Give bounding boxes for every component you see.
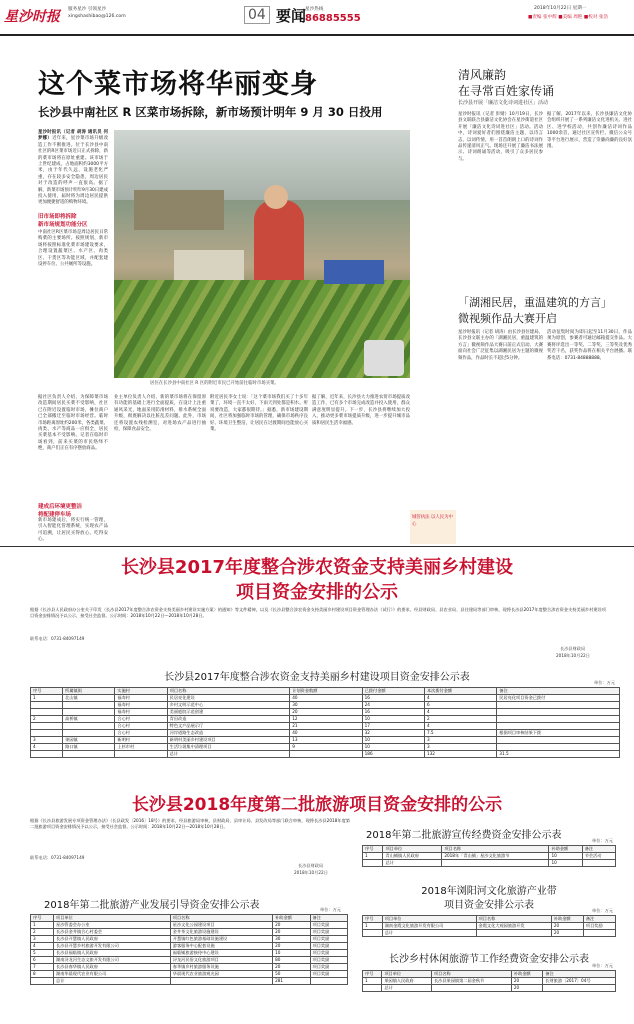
table-cell xyxy=(31,702,63,709)
t4-table xyxy=(362,970,616,992)
table-cell: 总计 xyxy=(383,860,442,867)
table-row xyxy=(31,723,620,730)
right-body3: 星沙时报讯（记者 胡涛）由长沙县住建局、长沙县文联主办的「湖湘民居，重温建筑的方言」微视频作品大赛日前正式启动。大赛面向社会广泛征集以湖湘民居为主题的微视频作品，作品时长不超过5分钟。 xyxy=(458,330,543,361)
t1-title: 2018年第二批旅游产业发展引导资金安排公示表 xyxy=(44,900,260,911)
table-cell: 31.5 xyxy=(497,751,620,758)
table-cell: 新明村 xyxy=(115,737,167,744)
table-cell xyxy=(583,930,615,937)
lead-col1b: 中南社区R区菜市场是周边居民日常购菜的主要场所。按照规划，新市场将按照标准化菜市场建设要求，合理设置蔬菜区、水产区、肉类区、干货区等功能区域，并配套建设停车位、公共厕所等设施。 xyxy=(38,230,108,268)
table-cell xyxy=(63,730,115,737)
table-cell: 根据项目审核结果下拨 xyxy=(497,730,620,737)
table-cell: 游客服务中心配套设施 xyxy=(170,943,272,950)
table-cell: 项目奖励 xyxy=(310,964,347,971)
right-title2: 「湖湘民居，重温建筑的方言」 xyxy=(458,296,612,309)
lead-subhead-1b: 新市场规划功能分区 xyxy=(38,222,88,228)
table-cell: 路口镇 xyxy=(63,744,115,751)
table-header-cell: 补助金额 xyxy=(549,846,582,853)
t4-wrap xyxy=(362,970,616,992)
table-row xyxy=(31,695,620,702)
table-cell: 1 xyxy=(31,695,63,702)
lead-col1-text: 近年来，星沙菜市场升级改造工作不断推进。位于长沙县中南社区的R区菜市场近日正式拆除，新的菜市场将在原址重建。该市场于上世纪建成，占地面积约3000平方米，由于年代久远，设施老化严重，存在较多安全隐患，周边居民对于改造的呼声一直很高。据了解，新菜市场预计明年9月30日建成投入使用，届时将为周边居民提供更加便捷舒适的购物环境。 xyxy=(38,136,108,206)
table-cell: 项目奖励 xyxy=(310,936,347,943)
t3-title1: 2018年浏阳河文化旅游产业带 xyxy=(421,886,557,897)
table-cell: 长财旅游〔2017〕04号 xyxy=(543,978,616,985)
table-cell: 2 xyxy=(31,716,63,723)
table-cell: 16 xyxy=(362,709,424,716)
table-cell xyxy=(31,751,63,758)
table-cell: 40 xyxy=(290,695,362,702)
table-cell: 生活垃圾集中清理项目 xyxy=(167,744,290,751)
table-cell: 福寿村 xyxy=(115,695,167,702)
table-row xyxy=(363,923,616,930)
table-cell: 20 xyxy=(511,978,542,985)
table-cell: 星沙文化公园建设项目 xyxy=(170,922,272,929)
table-cell: 10 xyxy=(273,950,310,957)
table-cell: 4 xyxy=(31,943,54,950)
table-cell: 3 xyxy=(424,737,496,744)
table-cell xyxy=(442,860,549,867)
notice2-body: 根据《长沙县旅游发展专项资金管理办法》（长县政发〔2016〕18号）的要求，经县旅游局审核，县财政局、县审计局、县发改局等部门联合审核，现将长沙县2018年度第二批旅游项目资金安排情况予以公示，接受社会监督。公示时间：2018年10月22日—2018年10月28日。 xyxy=(30,818,350,829)
table-row xyxy=(31,709,620,716)
table-cell xyxy=(582,860,615,867)
table-header-cell: 项目名称 xyxy=(476,916,551,923)
table-cell: 民居亮化建设 xyxy=(167,695,290,702)
notice1-phone: 联系电话：0731-84097149 xyxy=(30,636,85,641)
table-cell xyxy=(497,744,620,751)
table-cell xyxy=(170,978,272,985)
table-row xyxy=(31,943,348,950)
table-cell: 50 xyxy=(273,971,310,978)
table-cell: 华晨现代农业旅游观光园 xyxy=(170,971,272,978)
right-subtitle2: 微视频作品大赛开启 xyxy=(458,312,557,325)
notice1-title2: 项目资金安排的公示 xyxy=(236,582,398,603)
table-row xyxy=(31,971,348,978)
table-cell: 果园镇 xyxy=(63,737,115,744)
table-cell: 3 xyxy=(31,936,54,943)
table-cell: 湖南浔龙河生态文旅开发有限公司 xyxy=(54,957,171,964)
table-header-row xyxy=(31,915,348,922)
table-cell: 项目奖励 xyxy=(310,950,347,957)
table-cell xyxy=(31,730,63,737)
table-cell: 金霞文化大观园旅游开发 xyxy=(476,923,551,930)
table-cell: 10 xyxy=(362,716,424,723)
table-header-cell: 项目单位 xyxy=(382,971,432,978)
ad-text: 城管执法 以人民为中心 xyxy=(412,515,453,527)
table-row xyxy=(31,716,620,723)
t2-unit: 单位：万元 xyxy=(592,838,613,843)
table-cell: 10 xyxy=(549,853,582,860)
table-cell: 10 xyxy=(549,860,582,867)
table-cell: 特色文产品展示厅 xyxy=(167,723,290,730)
table-cell: 12 xyxy=(290,716,362,723)
table-cell: 长沙县果园镇第二届金秋节 xyxy=(431,978,511,985)
table-cell: 春华镇乡村旅游服务设施 xyxy=(170,964,272,971)
table-cell: 青田改造 xyxy=(167,716,290,723)
table-row xyxy=(363,853,616,860)
table-cell: 项目奖励 xyxy=(310,929,347,936)
table-header-cell: 项目单位 xyxy=(54,915,171,922)
table-cell: 长沙县福临镇人民政府 xyxy=(54,950,171,957)
masthead xyxy=(0,0,634,36)
table-cell: 1 xyxy=(363,923,383,930)
table-header-cell: 补助金额 xyxy=(511,971,542,978)
notice2-sign2: 2018年10月22日 xyxy=(294,870,328,875)
table-cell: 9 xyxy=(290,744,362,751)
table-cell: 北山镇 xyxy=(63,695,115,702)
table-cell: 福寿村 xyxy=(115,702,167,709)
table-header-row xyxy=(363,916,616,923)
table-cell: 4 xyxy=(424,709,496,716)
table-cell xyxy=(363,930,383,937)
table-cell: 总计 xyxy=(382,930,476,937)
table-cell: 6 xyxy=(424,702,496,709)
table-row xyxy=(31,744,620,751)
t1-unit: 单位：万元 xyxy=(320,907,341,912)
table-header-cell: 序号 xyxy=(363,971,382,978)
table-cell: 5 xyxy=(31,950,54,957)
t4-unit: 单位：万元 xyxy=(592,963,613,968)
right-body2: 据了解，2017年以来，长沙县廉洁文化协会组织开展了一系列廉洁文化进机关、进社区、进学校活动，共创作廉洁诗词作品1000余首，通过社区宣传栏、微信公众号等平台进行展示，营造了崇廉尚廉的良好氛围。 xyxy=(547,112,632,150)
table-cell: 17 xyxy=(362,723,424,730)
table-cell: 186 xyxy=(362,751,424,758)
table-cell xyxy=(115,751,167,758)
table-cell: 果园镇人民政府 xyxy=(382,978,432,985)
lead-headline: 这个菜市场将华丽变身 xyxy=(38,69,318,100)
table-header-cell: 备注 xyxy=(583,916,615,923)
page-number: 04 xyxy=(244,6,270,24)
table-cell: 2 xyxy=(31,929,54,936)
t2-wrap xyxy=(362,845,616,867)
table-cell: 20 xyxy=(273,922,310,929)
table-cell: 金井茶文化旅游设施建设 xyxy=(170,929,272,936)
table-row xyxy=(31,936,348,943)
t2-title: 2018年第二批旅游宣传经费资金安排公示表 xyxy=(366,830,562,841)
table-cell: 4 xyxy=(424,695,496,702)
table-cell: 7.5 xyxy=(424,730,496,737)
t3-table xyxy=(362,915,616,937)
table-cell xyxy=(63,702,115,709)
table-cell: 项目奖励 xyxy=(310,957,347,964)
table-row xyxy=(31,957,348,964)
table-cell: 合心村 xyxy=(115,716,167,723)
table-cell: 8 xyxy=(31,971,54,978)
table-cell: 3 xyxy=(424,744,496,751)
table-cell: 长沙县金井镇合心村委会 xyxy=(54,929,171,936)
t1-wrap xyxy=(30,914,348,985)
t1-table xyxy=(30,914,348,985)
table-row xyxy=(31,730,620,737)
market-photo xyxy=(114,130,410,378)
table-cell xyxy=(63,709,115,716)
photo-caption: 居住在长沙县中南社区 R 区的附近市民已开始前往临时市场买菜。 xyxy=(150,381,279,386)
table-cell: 项目奖励 xyxy=(310,943,347,950)
notice2-title: 长沙县2018年度第二批旅游项目资金安排的公示 xyxy=(131,795,503,815)
table-cell: 10 xyxy=(362,737,424,744)
table-row xyxy=(31,922,348,929)
table-cell: 20 xyxy=(273,929,310,936)
ad-banner xyxy=(410,510,456,544)
lead-col3: 业主单位负责人介绍，新的菜市场将在保留原有功能的基础上进行全面提质，在设计上注重通风采光，地面采用防滑材料，排水系统全面升级，彻底解决以往脏乱差问题。此外，市场还将设置农残检测室，对进场农产品进行抽检，保障食品安全。 xyxy=(114,395,206,433)
right-body1: 星沙时报讯（记者 彭婧）10月19日，长沙县文联联合县廉洁文化协会在星沙街道社区开展「廉洁文化诗词进社区」活动。活动中，诗词爱好者们围绕廉洁主题，以诗言志，以词传情，用一首首朗朗上口的诗词作品传递清风正气。现场还开展了廉洁书法展示、诗词朗诵等活动，吸引了众多居民参与。 xyxy=(458,112,543,162)
lead-subhead-1: 旧市场即将拆除 xyxy=(38,214,77,220)
table-cell xyxy=(63,723,115,730)
table-header-cell: 备注 xyxy=(497,688,620,695)
table-cell xyxy=(543,985,616,992)
notice1-table xyxy=(30,687,620,758)
section-name: 要闻 xyxy=(276,7,307,25)
table-cell xyxy=(497,709,620,716)
table-cell: 20 xyxy=(273,964,310,971)
right-subtitle: 长沙县开展「廉洁文化诗词进社区」活动 xyxy=(458,100,549,106)
table-header-cell: 项目名称 xyxy=(431,971,511,978)
table-row xyxy=(363,860,616,867)
table-row xyxy=(31,964,348,971)
table-cell: 青山铺镇人民政府 xyxy=(383,853,442,860)
table-cell: 1 xyxy=(31,922,54,929)
t3-unit: 单位：万元 xyxy=(592,908,613,913)
lead-col5: 据了解，近年来，长沙县大力推进农贸市场提质改造工作，已有多个市场完成改造并投入使用，群众满意度明显提升。下一步，长沙县将继续加大投入，推动更多菜市场提质升级，进一步提升城市品质和居民生活幸福感。 xyxy=(312,395,410,426)
table-row xyxy=(363,985,616,992)
t3-wrap xyxy=(362,915,616,937)
table-cell: 80 xyxy=(273,957,310,964)
table-cell: 长沙县开慧镇人民政府 xyxy=(54,936,171,943)
table-cell: 高桥镇 xyxy=(63,716,115,723)
table-header-cell: 序号 xyxy=(31,688,63,695)
lead-subhead: 长沙县中南社区 R 区菜市场拆除，新市场预计明年 9 月 30 日投用 xyxy=(38,105,383,119)
notice1-body: 根据《长沙县人民政府办公室关于印发〈长沙县2017年度整合涉农资金支持美丽乡村建设实施方案〉的通知》等文件精神，以及《长沙县整合涉农资金支持美丽乡村建设项目资金管理办法（试行）》的要求，经县财政局、县农业局、县住建局等部门审核，现将长沙县2017年度整合涉农资金支持美丽乡村建设项目资金安排情况予以公示，接受社会监督。公示时间：2018年10月22日—2018年10月28日。 xyxy=(30,607,606,618)
table-header-cell: 项目单位 xyxy=(382,916,476,923)
table-header-cell: 补助金额 xyxy=(551,916,583,923)
table-cell: 总计 xyxy=(54,978,171,985)
notice2-phone: 联系电话：0731-84097149 xyxy=(30,855,85,860)
notice1-sign1: 长沙县财政局 xyxy=(560,646,586,651)
table-cell: 40 xyxy=(290,730,362,737)
table-row xyxy=(363,930,616,937)
table-header-row xyxy=(363,971,616,978)
table-row xyxy=(31,950,348,957)
right-title: 在寻常百姓家传诵 xyxy=(458,84,555,98)
table-cell: 21 xyxy=(290,723,362,730)
table-cell: 项目奖励 xyxy=(310,971,347,978)
table-cell: 1 xyxy=(363,853,383,860)
table-cell: 湖南华晨现代农业有限公司 xyxy=(54,971,171,978)
table-cell: 美丽庭院示范创建 xyxy=(167,709,290,716)
table-cell: 民居亮化项目资金已拨付 xyxy=(497,695,620,702)
editor-notes: ■责编 张中辉 ■美编 周艳 ■校对 张浩 xyxy=(528,15,609,20)
table-header-cell: 本次拨付金额 xyxy=(424,688,496,695)
table-header-cell: 序号 xyxy=(363,846,383,853)
table-cell: 开慧镇红色旅游基础设施建设 xyxy=(170,936,272,943)
table-header-cell: 计划资金数额 xyxy=(290,688,362,695)
lead-subhead-2b: 将配建停车场 xyxy=(38,512,72,518)
table-cell xyxy=(31,723,63,730)
table-cell: 节会活动 xyxy=(582,853,615,860)
table-cell: 合心村 xyxy=(115,723,167,730)
table-cell: 项目奖励 xyxy=(583,923,615,930)
newspaper-logo: 星沙时报 xyxy=(4,9,60,25)
table-header-cell: 项目名称 xyxy=(167,688,290,695)
table-header-cell: 所属镇街 xyxy=(63,688,115,695)
table-cell: 星沙管委会办公室 xyxy=(54,922,171,929)
table-cell: 总计 xyxy=(167,751,290,758)
table-cell: 福寿村 xyxy=(115,709,167,716)
table-cell xyxy=(363,985,382,992)
table-cell: 20 xyxy=(290,709,362,716)
table-cell xyxy=(31,978,54,985)
table-cell: 4 xyxy=(424,723,496,730)
table-header-row xyxy=(363,846,616,853)
table-cell: 4 xyxy=(31,744,63,751)
table-header-cell: 项目名称 xyxy=(442,846,549,853)
table-header-row xyxy=(31,688,620,695)
table-cell: 32 xyxy=(362,730,424,737)
table-cell: 10 xyxy=(362,744,424,751)
table-cell xyxy=(63,751,115,758)
slogan: 服务星沙 引领星沙 xyxy=(68,7,107,12)
table-cell: 浔龙河民俗文化旅游项目 xyxy=(170,957,272,964)
table-cell: 乡村文明示范中心 xyxy=(167,702,290,709)
table-cell xyxy=(363,860,383,867)
table-cell xyxy=(497,723,620,730)
table-cell: 2018年「青山铺」星沙文化旅游节 xyxy=(442,853,549,860)
table-cell: 24 xyxy=(362,702,424,709)
right-body4: 活动征集时间为即日起至11月30日，作品须为原创，参赛者可通过邮箱提交作品。大赛将评选出一等奖、二等奖、三等奖及优秀奖若干名，获奖作品将在相关平台展播。联系电话：0731-84888888。 xyxy=(547,330,632,361)
table-cell: 20 xyxy=(511,985,542,992)
table-cell: 20 xyxy=(273,943,310,950)
table-cell xyxy=(497,702,620,709)
table-cell: 长沙县开慧乡村旅游开发有限公司 xyxy=(54,943,171,950)
table-cell: 项目奖励 xyxy=(310,922,347,929)
notice1-unit: 单位：万元 xyxy=(594,680,615,685)
table-header-cell: 项目单位 xyxy=(383,846,442,853)
table-cell: 30 xyxy=(273,936,310,943)
table-cell: 2 xyxy=(424,716,496,723)
table-cell: 新明村美丽乡村建设项目 xyxy=(167,737,290,744)
lead-subhead-2: 建成后环境更整洁 xyxy=(38,504,83,510)
table-row xyxy=(31,702,620,709)
table-cell xyxy=(497,737,620,744)
table-header-cell: 备注 xyxy=(582,846,615,853)
table-cell: 20 xyxy=(551,930,583,937)
table-cell: 3 xyxy=(31,737,63,744)
table-cell: 1 xyxy=(363,978,382,985)
notice1-table-wrap xyxy=(30,687,620,758)
table-header-cell: 序号 xyxy=(363,916,383,923)
notice1-sign2: 2018年10月22日 xyxy=(556,653,590,658)
table-header-cell: 已拨付金额 xyxy=(362,688,424,695)
table-cell: 30 xyxy=(290,702,362,709)
table-row xyxy=(363,978,616,985)
t4-title: 长沙乡村休闲旅游节工作经费资金安排公示表 xyxy=(389,954,589,965)
table-cell: 总计 xyxy=(382,985,432,992)
right-kicker: 清风廉韵 xyxy=(458,68,507,82)
table-header-cell: 补助金额 xyxy=(273,915,310,922)
table-cell: 福临铺旅游接待中心建设 xyxy=(170,950,272,957)
lead-col1c: 据社区负责人介绍，为保障菜市场改造期间居民买菜不受影响，社区已在附近设置临时市场，摊位商户已全部搬迁至临时市场经营。临时市场距离原址约200米，各类蔬菜、肉类、水产等商品一应俱全，居民买菜基本不受影响。记者在临时市场看到，前来买菜的市民络绎不绝，商户们正在有序摆放商品。 xyxy=(38,395,108,452)
table-cell: 长沙县春华镇人民政府 xyxy=(54,964,171,971)
email: xingshashibao@126.com xyxy=(68,14,126,19)
table-cell: 132 xyxy=(424,751,496,758)
table-cell: 合心村 xyxy=(115,730,167,737)
table-cell xyxy=(290,751,362,758)
table-cell: 13 xyxy=(290,737,362,744)
table-cell xyxy=(476,930,551,937)
t2-table xyxy=(362,845,616,867)
table-header-cell: 项目名称 xyxy=(170,915,272,922)
table-cell xyxy=(431,985,511,992)
table-cell: 6 xyxy=(31,957,54,964)
lead-col1d: 新市场建成后，将实行统一管理，引入智能化管理系统，实现农产品可追溯，让居民买得放心、吃得安心。 xyxy=(38,518,108,543)
table-cell: 河岸道路生态改造 xyxy=(167,730,290,737)
table-header-cell: 序号 xyxy=(31,915,54,922)
table-cell: 湖南金霞文化旅游开发有限公司 xyxy=(382,923,476,930)
t3-title2: 项目资金安排公示表 xyxy=(444,900,534,911)
byline: 星沙时报讯（记者 胡涛 通讯员 何梦娜） xyxy=(38,130,108,142)
table-row xyxy=(31,751,620,758)
table-cell xyxy=(497,716,620,723)
table-cell: 20 xyxy=(551,923,583,930)
table-cell: 上杉市村 xyxy=(115,744,167,751)
table-cell: 16 xyxy=(362,695,424,702)
table-cell: 7 xyxy=(31,964,54,971)
table-header-cell: 实施村 xyxy=(115,688,167,695)
table-header-cell: 备注 xyxy=(543,971,616,978)
notice1-table-title: 长沙县2017年度整合涉农资金支持美丽乡村建设项目资金安排公示表 xyxy=(164,672,470,683)
table-row xyxy=(31,929,348,936)
table-cell xyxy=(310,978,347,985)
table-header-cell: 备注 xyxy=(310,915,347,922)
notice2-sign1: 长沙县财政局 xyxy=(298,863,324,868)
table-cell: 281 xyxy=(273,978,310,985)
table-row xyxy=(31,978,348,985)
hotline-label: 星沙热线 xyxy=(305,7,324,12)
issue-date: 2018年10月22日 星期一 xyxy=(534,6,587,11)
hotline: 86885555 xyxy=(305,13,361,24)
notice1-title1: 长沙县2017年度整合涉农资金支持美丽乡村建设 xyxy=(120,557,514,578)
lead-col4: 附近居民李女士说：「这个菜市场我们买了十多年菜了，环境一直不太好，下雨天到处都是积水。听说要改造，大家都很期待。」据悉，新市场建设期间，社区将加强临时市场的管理，确保市场秩序良好、环境卫生整洁，让居民在过渡期间也能放心买菜。 xyxy=(210,395,308,433)
table-cell xyxy=(31,709,63,716)
table-row xyxy=(31,737,620,744)
